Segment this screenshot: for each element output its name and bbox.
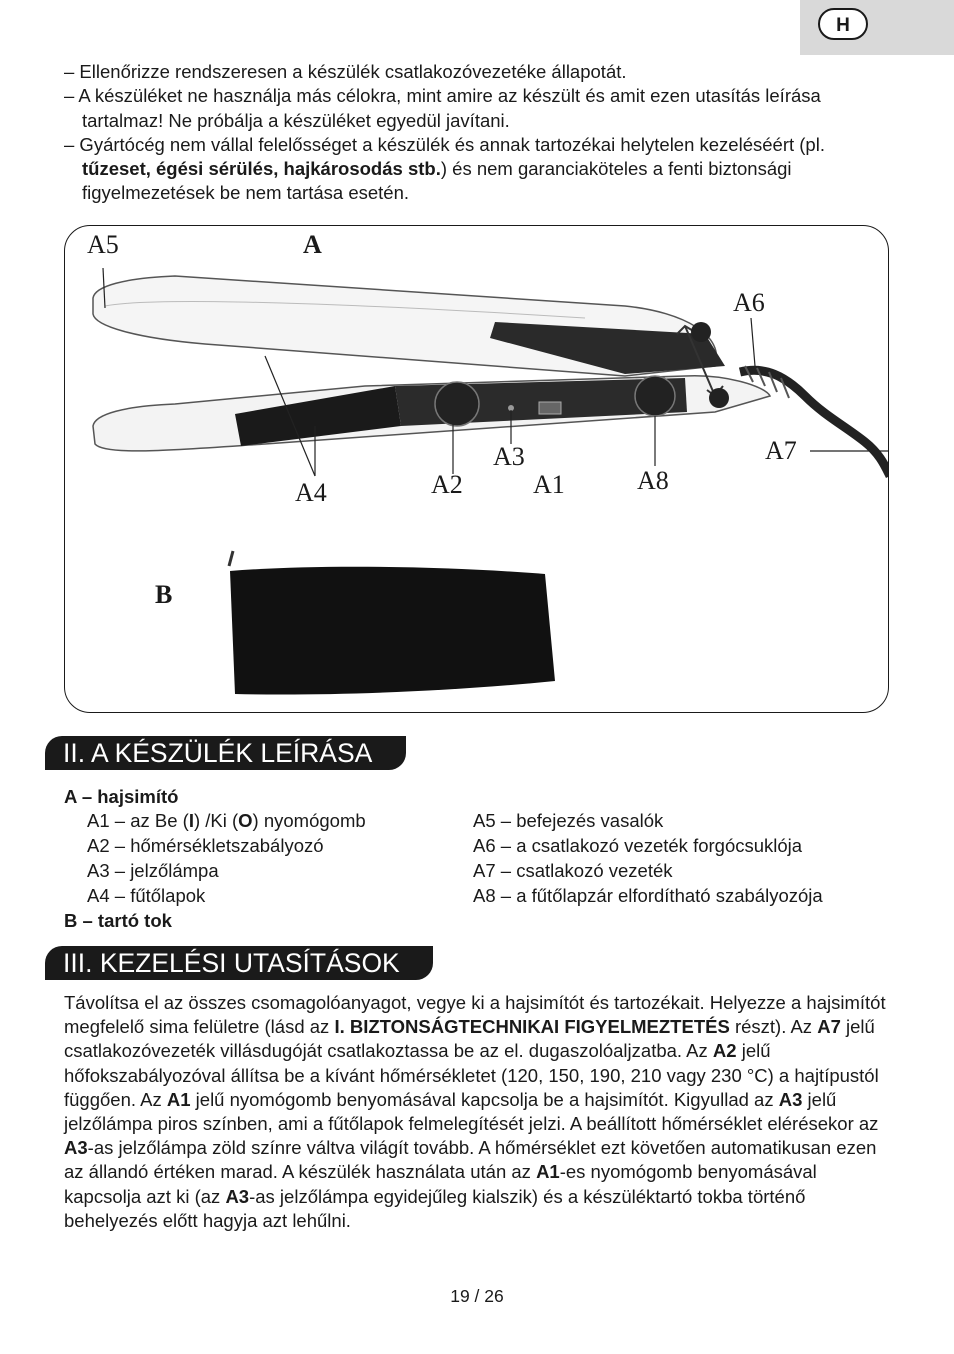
part-text: A1 – az Be (	[87, 810, 189, 831]
part-bold: I	[188, 810, 194, 831]
part-item-a1	[87, 808, 366, 833]
group-a-heading	[64, 784, 178, 809]
power-switch	[539, 402, 561, 414]
safety-warnings	[64, 60, 894, 206]
callout-a4: A4	[295, 478, 327, 507]
callout-a6: A6	[733, 288, 765, 317]
instruction-text: részt). Az	[729, 1016, 818, 1038]
group-a-title: A – hajsimító	[64, 786, 179, 807]
cord-swivel	[740, 370, 889, 476]
instruction-text: -es nyomógomb benyomásával kapcsolja azt ki (az	[64, 1161, 817, 1207]
part-item: A7 – csatlakozó vezeték	[473, 860, 673, 881]
part-item: A3 – jelzőlámpa	[87, 860, 219, 881]
callout-a7: A7	[765, 436, 797, 465]
instruction-bold-text: A1	[536, 1161, 560, 1183]
warning-item: – A készüléket ne használja más célokra, mint amire az készült és amit ezen utasítás leírása tartalmaz! Ne próbálja a készüléket egyedül javítani.	[64, 85, 821, 131]
instruction-bold-text: A3	[225, 1185, 250, 1207]
warning-bold-text: tűzeset, égési sérülés, hajkárosodás stb.	[82, 158, 441, 180]
instruction-bold-text: I. BIZTONSÁGTECHNIKAI FIGYELMEZTETÉS	[334, 1016, 730, 1038]
instruction-text: Távolítsa el az összes csomagolóanyagot, vegye ki a hajsimítót és tartozékait. Helyezze a hajsimítót megfelelő sima felületre (lásd az	[64, 992, 886, 1038]
part-item: A8 – a fűtőlapzár elfordítható szabályozója	[473, 885, 823, 906]
instruction-text: jelű nyomógomb benyomásával kapcsolja be a hajsimítót. Kigyullad az	[190, 1088, 779, 1110]
instruction-bold-text: A3	[778, 1088, 803, 1110]
plate-lock-knob	[635, 376, 675, 416]
instruction-text: -as jelzőlámpa egyidejűleg kialszik) és a készüléktartó tokba történő behelyezés előtt hagyja azt lehűlni.	[64, 1185, 806, 1231]
instruction-text: jelű jelzőlámpa piros színben, ami a fűtőlapok felmelegítését jelzi. A beállított hőmérséklet elérésekor az	[64, 1088, 879, 1135]
instruction-text: jelű hőfokszabályozóval állítsa be a kívánt hőmérsékletet (120, 150, 190, 210 vagy 230 °C) a hajtípustól függően. Az	[64, 1040, 879, 1110]
leader-a6	[751, 318, 755, 366]
callout-a8: A8	[637, 466, 669, 495]
section-ii-heading: II. A KÉSZÜLÉK LEÍRÁSA	[45, 736, 406, 770]
temperature-dial	[435, 382, 479, 426]
part-item: A2 – hőmérsékletszabályozó	[87, 835, 324, 856]
part-item: A6 – a csatlakozó vezeték forgócsuklója	[473, 835, 803, 856]
parts-list-left	[87, 808, 366, 908]
part-text: ) /Ki (	[193, 810, 239, 831]
instruction-bold-text: A1	[166, 1088, 191, 1110]
section-iii-heading: III. KEZELÉSI UTASÍTÁSOK	[45, 946, 433, 980]
parts-list-right	[473, 808, 823, 908]
instruction-text: jelű csatlakozóvezeték villásdugóját csatlakoztassa be az el. dugaszolóaljzatba. Az	[64, 1016, 875, 1062]
instruction-bold-text: A7	[817, 1016, 841, 1038]
figure-label-b: B	[155, 580, 173, 609]
group-b-heading	[64, 908, 172, 933]
lock-icon-top	[691, 322, 711, 342]
part-bold: O	[238, 810, 253, 831]
page-number: 19 / 26	[450, 1286, 504, 1306]
part-item: A4 – fűtőlapok	[87, 885, 206, 906]
callout-a2: A2	[431, 470, 463, 499]
product-illustration	[64, 225, 889, 713]
instruction-bold-text: A3	[64, 1137, 88, 1159]
figure-label-a: A	[303, 230, 322, 259]
language-badge: H	[818, 8, 868, 40]
lock-icon-bottom	[709, 388, 729, 408]
instruction-text: -as jelzőlámpa zöld színre váltva világít tovább. A hőmérséklet ezt követően automatikusan ezen az állandó értéken marad. A készülék használata után az	[64, 1137, 877, 1183]
language-tab	[800, 0, 954, 55]
group-b-title: B – tartó tok	[64, 910, 172, 931]
hair-straightener-drawing	[65, 226, 889, 713]
warning-item: – Ellenőrizze rendszeresen a készülék csatlakozóvezetéke állapotát.	[64, 61, 627, 82]
pouch-string	[229, 551, 233, 566]
callout-a5: A5	[87, 230, 119, 259]
part-text: ) nyomógomb	[252, 810, 366, 831]
instruction-bold-text: A2	[712, 1040, 737, 1062]
warning-text: ) és nem garanciaköteles a fenti biztonsági figyelmezetések be nem tartása esetén.	[82, 158, 792, 204]
operating-instructions	[64, 991, 890, 1233]
warning-text: – Gyártócég nem vállal felelősséget a készülék és annak tartozékai helytelen kezeléséért (pl.	[64, 133, 825, 155]
warning-item	[64, 133, 894, 206]
part-item: A5 – befejezés vasalók	[473, 810, 664, 831]
pouch	[230, 567, 555, 695]
callout-a1: A1	[533, 470, 565, 499]
callout-a3: A3	[493, 442, 525, 471]
